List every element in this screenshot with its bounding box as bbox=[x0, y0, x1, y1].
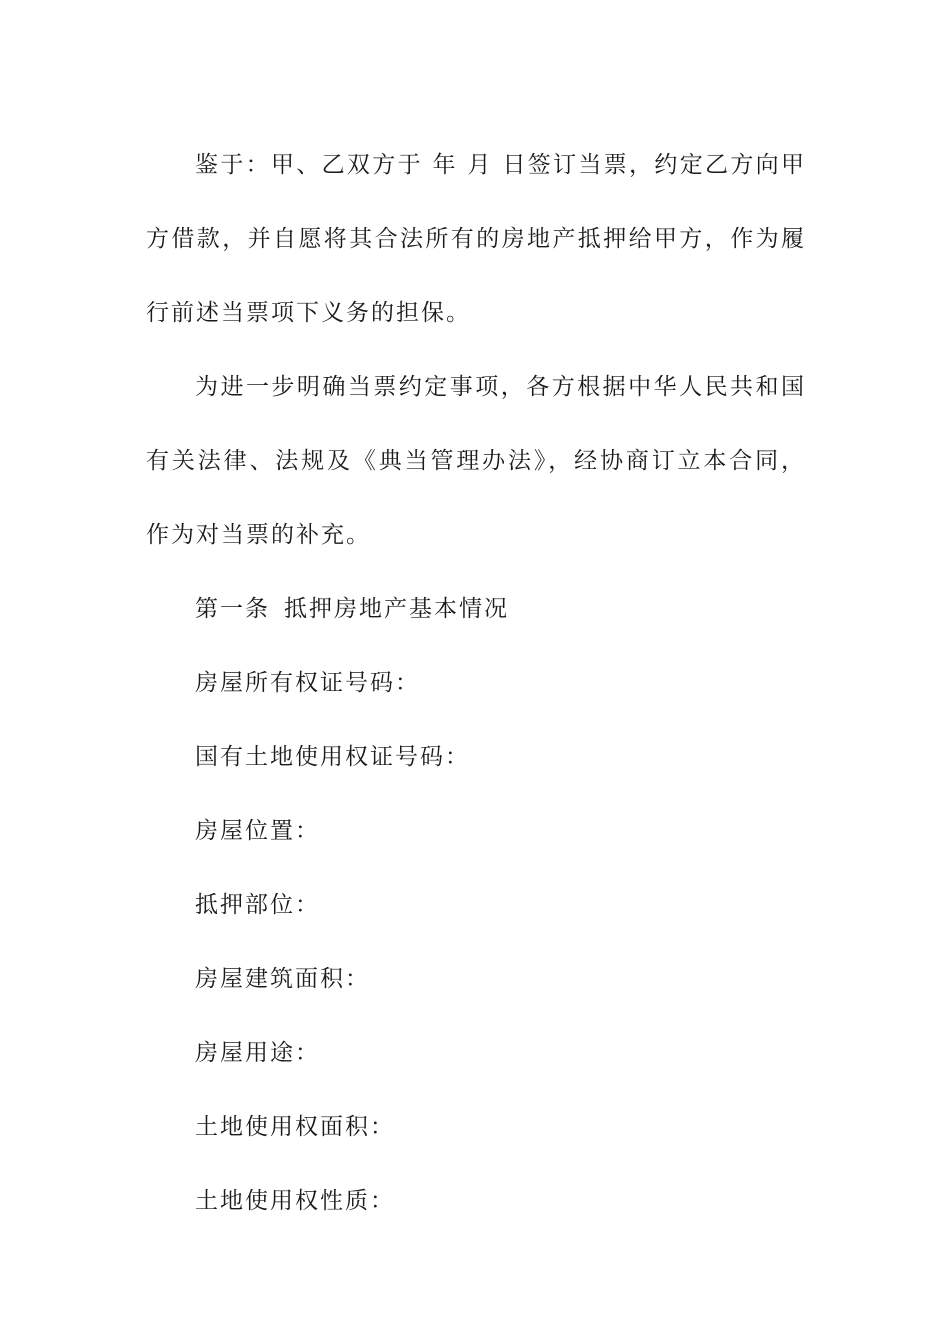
article-title: 抵押房地产基本情况 bbox=[284, 596, 509, 622]
field-house-usage: 房屋用途： bbox=[195, 1040, 320, 1066]
purpose-paragraph: 为进一步明确当票约定事项，各方根据中华人民共和国有关法律、法规及《典当管理办法》，经协商订立本合同，作为对当票的补充。 bbox=[146, 374, 806, 548]
field-land-certificate: 国有土地使用权证号码： bbox=[195, 744, 470, 770]
field-house-location: 房屋位置： bbox=[195, 818, 320, 844]
field-building-area: 房屋建筑面积： bbox=[195, 966, 370, 992]
field-house-certificate: 房屋所有权证号码： bbox=[195, 670, 420, 696]
field-mortgage-part: 抵押部位： bbox=[195, 892, 320, 918]
field-land-nature: 土地使用权性质： bbox=[195, 1188, 395, 1214]
recital-paragraph: 鉴于：甲、乙双方于 年 月 日签订当票，约定乙方向甲方借款，并自愿将其合法所有的房地产抵押给甲方，作为履行前述当票项下义务的担保。 bbox=[146, 152, 806, 326]
article-heading bbox=[146, 572, 806, 646]
document-body bbox=[146, 128, 806, 1238]
article-number: 第一条 bbox=[195, 596, 270, 622]
field-land-area: 土地使用权面积： bbox=[195, 1114, 395, 1140]
